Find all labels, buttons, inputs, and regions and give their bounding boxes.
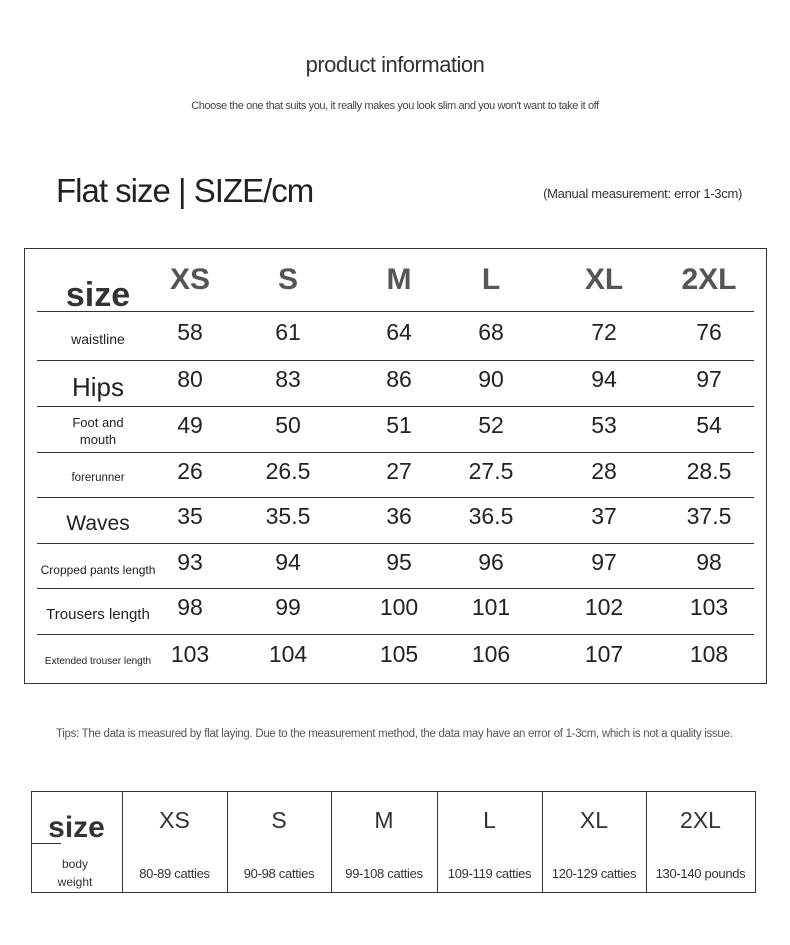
table-row-divider [37, 543, 754, 544]
table-row-divider [37, 452, 754, 453]
size-row-label: Cropped pants length [40, 562, 156, 577]
size-value-cell: 35 [177, 503, 203, 529]
size-column-header: L [481, 263, 501, 296]
size-value-cell: 96 [478, 548, 504, 575]
size-row-label: Waves [66, 512, 130, 535]
size-value-cell: 98 [177, 594, 203, 620]
size-value-cell: 103 [689, 594, 729, 620]
size-table-corner-label: size [65, 276, 131, 314]
size-value-cell: 108 [689, 641, 729, 667]
size-value-cell: 83 [275, 366, 301, 392]
size-column-header: XS [169, 263, 211, 296]
size-column-header: M [386, 263, 412, 296]
size-value-cell: 52 [478, 412, 504, 438]
size-value-cell: 49 [177, 412, 203, 438]
size-value-cell: 99 [275, 594, 301, 620]
weight-table-border [122, 892, 755, 893]
size-value-cell: 97 [696, 366, 722, 392]
size-value-cell: 36.5 [468, 503, 514, 529]
size-value-cell: 95 [386, 548, 412, 575]
size-value-cell: 103 [170, 641, 210, 667]
size-value-cell: 28.5 [686, 457, 732, 484]
weight-table-corner-label: size [48, 811, 105, 844]
table-row-divider [37, 497, 754, 498]
size-value-cell: 90 [478, 366, 504, 392]
size-value-cell: 102 [584, 594, 624, 620]
size-value-cell: 54 [696, 412, 722, 438]
weight-column-header: L [483, 807, 496, 833]
size-value-cell: 26 [177, 457, 203, 484]
size-value-cell: 93 [177, 548, 203, 575]
weight-value-cell: 120-129 catties [551, 866, 637, 881]
weight-value-cell: 80-89 catties [139, 866, 210, 881]
size-value-cell: 27 [386, 457, 412, 484]
size-table [24, 248, 767, 684]
size-value-cell: 37.5 [686, 503, 732, 529]
size-value-cell: 86 [386, 366, 412, 392]
weight-column-header: S [271, 807, 287, 833]
tips-text: Tips: The data is measured by flat laying. Due to the measurement method, the data may have an error of 1-3cm, which is not a quality issue. [56, 728, 733, 740]
page-subtitle: Choose the one that suits you, it really makes you look slim and you won't want to take it off [191, 100, 599, 112]
weight-column-header: XL [579, 807, 609, 833]
size-heading: Flat size | SIZE/cm [56, 172, 314, 209]
size-value-cell: 28 [591, 457, 617, 484]
size-value-cell: 104 [268, 641, 308, 667]
weight-column-header: M [374, 807, 394, 833]
size-value-cell: 35.5 [265, 503, 311, 529]
table-row-divider [37, 634, 754, 635]
size-value-cell: 94 [591, 366, 617, 392]
size-value-cell: 26.5 [265, 457, 311, 484]
size-value-cell: 53 [591, 412, 617, 438]
size-value-cell: 68 [478, 318, 504, 345]
size-value-cell: 64 [386, 318, 412, 345]
size-column-header: XL [584, 263, 624, 296]
weight-value-cell: 109-119 catties [447, 866, 532, 881]
size-value-cell: 51 [386, 412, 412, 438]
size-row-label: waistline [71, 331, 125, 347]
size-row-label: forerunner [71, 471, 125, 484]
table-row-divider [37, 360, 754, 361]
weight-value-cell: 90-98 catties [243, 866, 315, 881]
size-row-label: Hips [71, 371, 124, 402]
size-column-header: S [277, 263, 298, 296]
size-value-cell: 106 [471, 641, 511, 667]
size-value-cell: 101 [471, 594, 511, 620]
weight-value-cell: 130-140 pounds [655, 866, 746, 881]
weight-column-header: XS [159, 807, 190, 833]
page-title: product information [305, 52, 485, 77]
size-value-cell: 36 [386, 503, 412, 529]
size-row-label: Extended trouser length [44, 656, 152, 667]
size-column-header: 2XL [681, 263, 737, 296]
table-row-divider [37, 588, 754, 589]
size-value-cell: 61 [275, 318, 301, 345]
size-value-cell: 50 [275, 412, 301, 438]
size-value-cell: 72 [591, 318, 617, 345]
weight-table-border [31, 892, 122, 893]
size-value-cell: 98 [696, 548, 722, 575]
size-row-label: Trousers length [46, 606, 150, 623]
size-value-cell: 105 [379, 641, 419, 667]
measurement-note: (Manual measurement: error 1-3cm) [543, 186, 742, 201]
size-value-cell: 58 [177, 318, 203, 345]
weight-row-label: body weight [57, 857, 93, 889]
size-value-cell: 100 [379, 594, 419, 620]
weight-table-column-divider [755, 791, 756, 893]
size-value-cell: 97 [591, 548, 617, 575]
size-value-cell: 107 [584, 641, 624, 667]
size-value-cell: 80 [177, 366, 203, 392]
size-value-cell: 37 [591, 503, 617, 529]
size-value-cell: 76 [696, 318, 722, 345]
size-row-label: Foot and mouth [72, 414, 124, 448]
size-value-cell: 27.5 [468, 457, 514, 484]
weight-table [31, 791, 755, 892]
size-value-cell: 94 [275, 548, 301, 575]
weight-value-cell: 99-108 catties [345, 866, 423, 881]
weight-column-header: 2XL [680, 807, 721, 833]
table-row-divider [37, 406, 754, 407]
